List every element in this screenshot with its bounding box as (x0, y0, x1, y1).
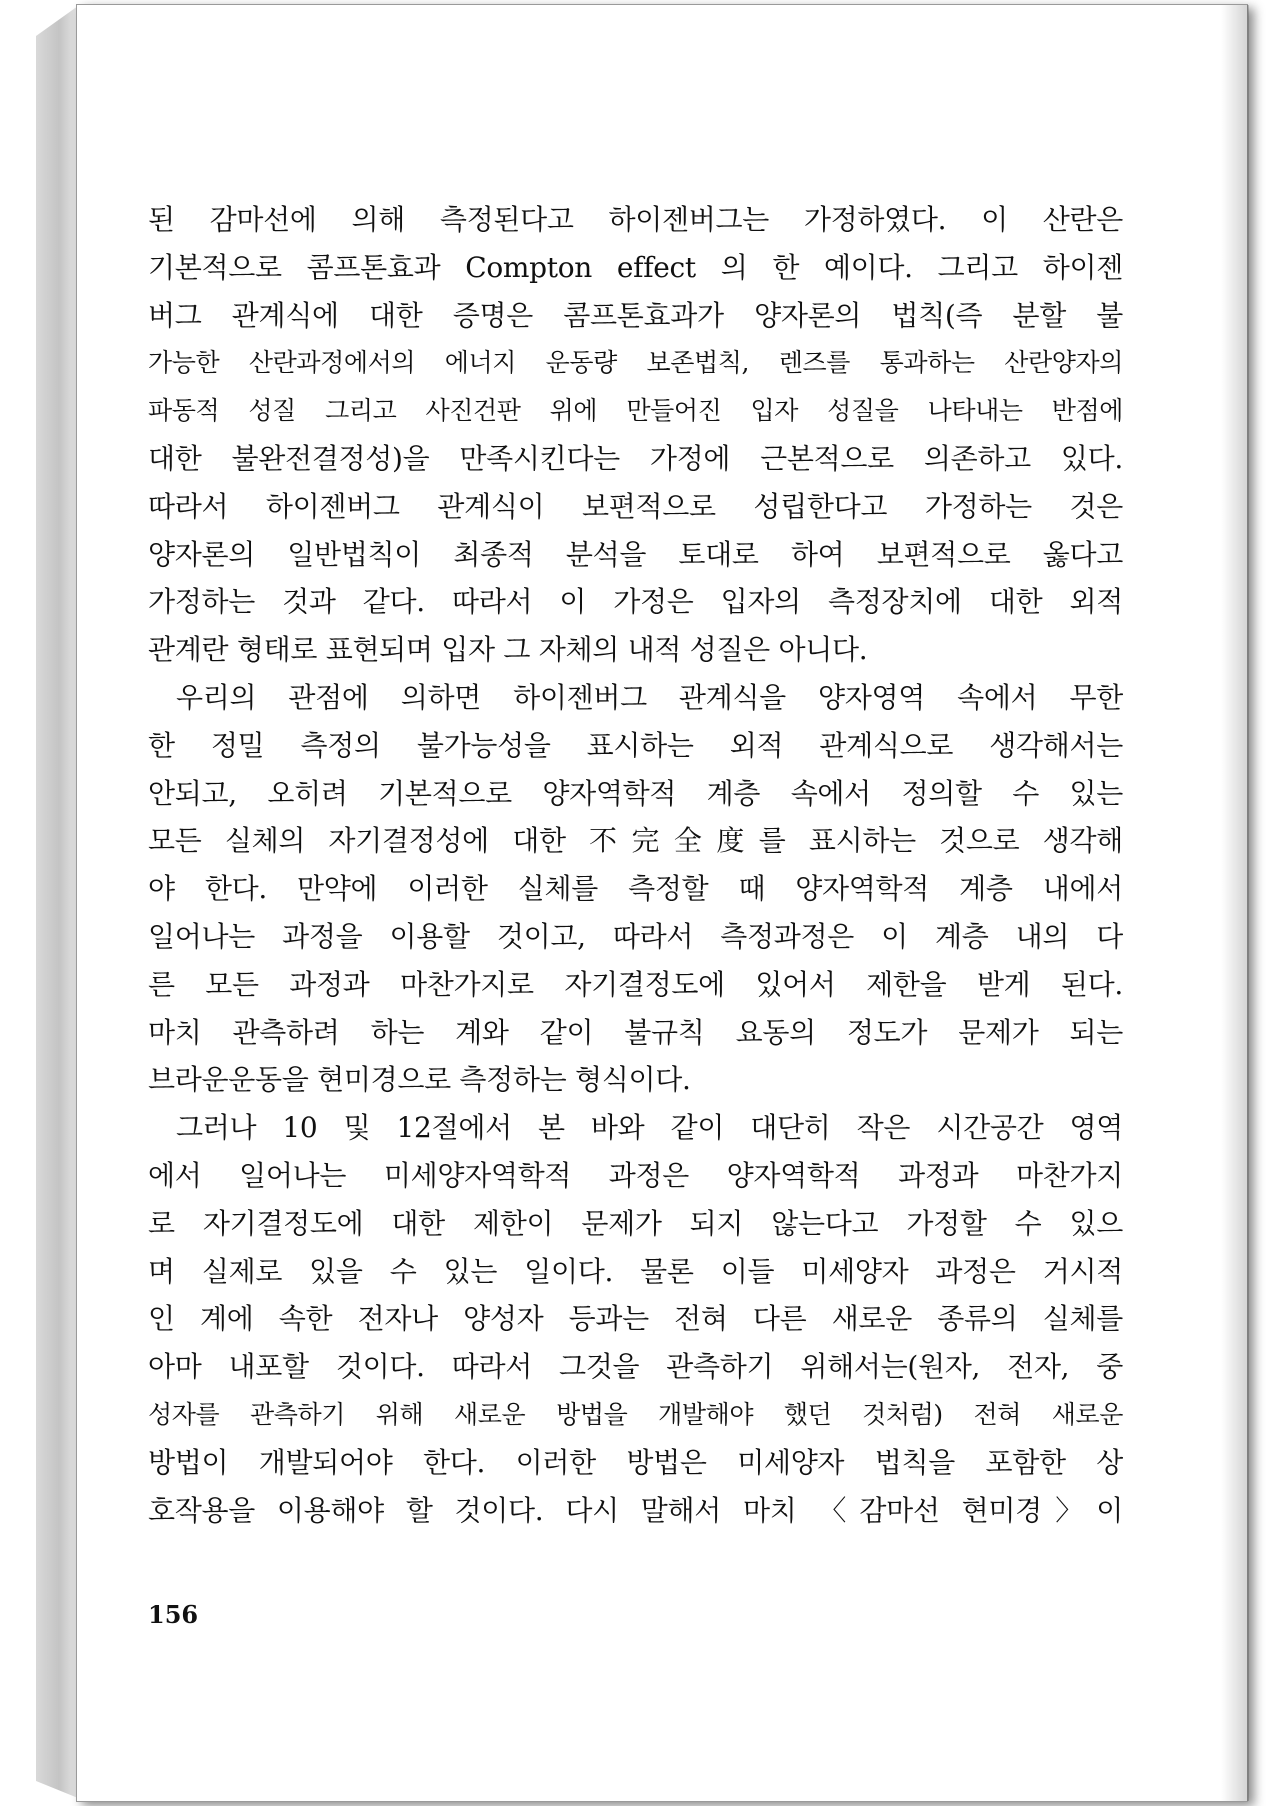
page-number: 156 (148, 1600, 199, 1629)
text-line: 호작용을 이용해야 할 것이다. 다시 말해서 마치 〈감마선 현미경〉이 (148, 1493, 1123, 1527)
text-line: 며 실제로 있을 수 있는 일이다. 물론 이들 미세양자 과정은 거시적 (148, 1254, 1123, 1288)
text-line: 버그 관계식에 대한 증명은 콤프톤효과가 양자론의 법칙(즉 분할 불 (148, 298, 1123, 332)
text-line: 따라서 하이젠버그 관계식이 보편적으로 성립한다고 가정하는 것은 (148, 489, 1123, 523)
page-edge-shadow (1221, 5, 1249, 1801)
text-line: 성자를 관측하기 위해 새로운 방법을 개발해야 했던 것처럼) 전혀 새로운 (148, 1399, 1123, 1429)
body-text (148, 196, 1123, 1534)
text-line: 된 감마선에 의해 측정된다고 하이젠버그는 가정하였다. 이 산란은 (148, 203, 1123, 236)
text-line: 일어나는 과정을 이용할 것이고, 따라서 측정과정은 이 계층 내의 다 (148, 919, 1123, 953)
text-line: 인 계에 속한 전자나 양성자 등과는 전혀 다른 새로운 종류의 실체를 (148, 1302, 1123, 1336)
text-line: 방법이 개발되어야 한다. 이러한 방법은 미세양자 법칙을 포함한 상 (148, 1445, 1123, 1479)
text-line: 가정하는 것과 같다. 따라서 이 가정은 입자의 측정장치에 대한 외적 (148, 585, 1123, 619)
text-line: 로 자기결정도에 대한 제한이 문제가 되지 않는다고 가정할 수 있으 (148, 1206, 1123, 1240)
text-line: 모든 실체의 자기결정성에 대한 不完全度를 표시하는 것으로 생각해 (148, 824, 1123, 858)
paragraph (148, 674, 1123, 1104)
text-line: 그러나 10 및 12절에서 본 바와 같이 대단히 작은 시간공간 영역 (176, 1111, 1123, 1145)
text-line: 양자론의 일반법칙이 최종적 분석을 토대로 하여 보편적으로 옳다고 (148, 537, 1123, 571)
paragraph (148, 196, 1123, 674)
text-line: 야 한다. 만약에 이러한 실체를 측정할 때 양자역학적 계층 내에서 (148, 872, 1123, 906)
text-line: 파동적 성질 그리고 사진건판 위에 만들어진 입자 성질을 나타내는 반점에 (148, 396, 1123, 426)
text-line: 기본적으로 콤프톤효과 Compton effect 의 한 예이다. 그리고 하이젠 (148, 250, 1123, 284)
text-line: 아마 내포할 것이다. 따라서 그것을 관측하기 위해서는(원자, 전자, 중 (148, 1350, 1123, 1384)
text-line: 브라운운동을 현미경으로 측정하는 형식이다. (148, 1063, 691, 1097)
text-line: 가능한 산란과정에서의 에너지 운동량 보존법칙, 렌즈를 통과하는 산란양자의 (148, 348, 1123, 378)
text-line: 우리의 관점에 의하면 하이젠버그 관계식을 양자영역 속에서 무한 (176, 680, 1123, 714)
text-line: 른 모든 과정과 마찬가지로 자기결정도에 있어서 제한을 받게 된다. (148, 967, 1123, 1001)
paragraph (148, 1104, 1123, 1534)
text-line: 관계란 형태로 표현되며 입자 그 자체의 내적 성질은 아니다. (148, 633, 868, 667)
text-line: 에서 일어나는 미세양자역학적 과정은 양자역학적 과정과 마찬가지 (148, 1158, 1123, 1192)
text-line: 한 정밀 측정의 불가능성을 표시하는 외적 관계식으로 생각해서는 (148, 728, 1123, 762)
text-line: 마치 관측하려 하는 계와 같이 불규칙 요동의 정도가 문제가 되는 (148, 1015, 1123, 1049)
text-line: 대한 불완전결정성)을 만족시킨다는 가정에 근본적으로 의존하고 있다. (148, 441, 1123, 475)
book-spine (36, 6, 78, 1798)
text-line: 안되고, 오히려 기본적으로 양자역학적 계층 속에서 정의할 수 있는 (148, 776, 1123, 810)
